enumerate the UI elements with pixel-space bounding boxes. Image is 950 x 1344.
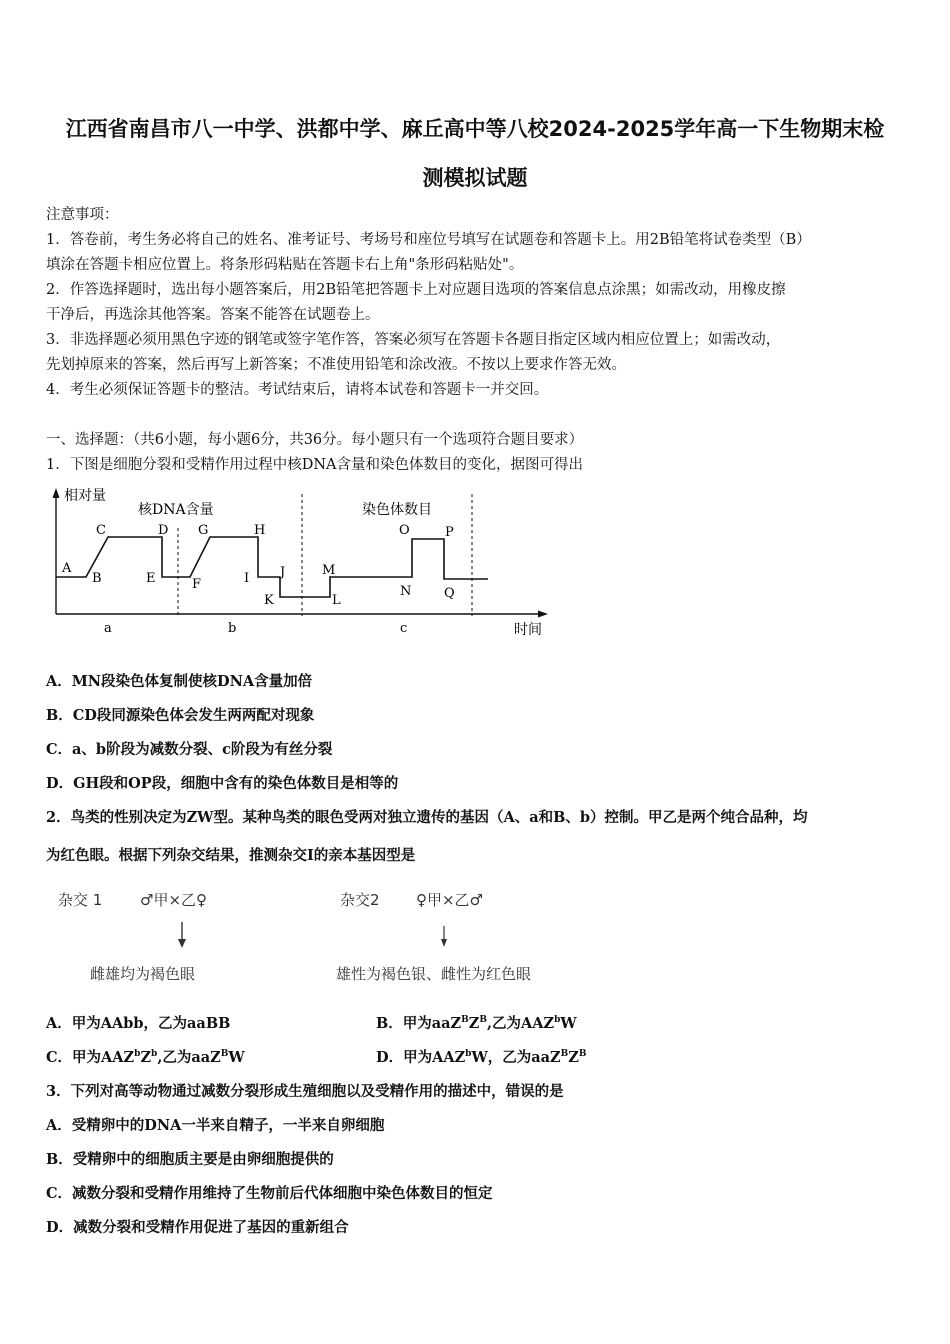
option: A．MN段染色体复制使核DNA含量加倍 (46, 673, 313, 690)
section-heading: 一、选择题：（共6小题，每小题6分，共36分。每小题只有一个选项符合题目要求） (46, 432, 584, 448)
cross1-result: 雌雄均为褐色眼 (90, 965, 196, 983)
point-label: M (322, 563, 336, 578)
point-label: J (280, 565, 286, 580)
option: B．甲为$aaZ^BZ^B$,乙为AAZ$^b$W (376, 1015, 577, 1032)
question-2-stem-line2: 为红色眼。根据下列杂交结果，推测杂交I的亲本基因型是 (46, 847, 416, 864)
option: D．减数分裂和受精作用促进了基因的重新组合 (46, 1219, 349, 1236)
stage-label: c (400, 621, 408, 636)
notice-line: 2．作答选择题时，选出每小题答案后，用2B铅笔把答题卡上对应题目选项的答案信息点涂黑；如需改动，用橡皮擦 (46, 282, 786, 298)
notice-line: 1．答卷前，考生务必将自己的姓名、准考证号、考场号和座位号填写在试题卷和答题卡上。用2B铅笔将试卷类型（B） (46, 232, 811, 248)
cross1-arrowhead (178, 939, 186, 948)
dna-chromosome-graph (40, 480, 560, 645)
question-1-stem: 1．下图是细胞分裂和受精作用过程中核DNA含量和染色体数目的变化，据图可得出 (46, 457, 584, 473)
x-axis-arrow (538, 611, 548, 618)
point-label: E (146, 571, 156, 586)
point-label: F (192, 577, 202, 592)
option: A．甲为AAbb，乙为aaBB (46, 1015, 231, 1032)
option: A．受精卵中的DNA一半来自精子，一半来自卵细胞 (46, 1117, 385, 1134)
stage-label: b (228, 621, 237, 636)
page-title-line2: 测模拟试题 (422, 166, 528, 190)
cross-diagram (50, 880, 590, 995)
point-label: P (445, 525, 454, 540)
point-label: Q (444, 586, 455, 601)
option: C．a、b阶段为减数分裂、c阶段为有丝分裂 (46, 741, 333, 758)
point-label: C (96, 523, 106, 538)
point-label: H (254, 523, 266, 538)
notice-line: 3．非选择题必须用黑色字迹的钢笔或签字笔作答，答案必须写在答题卡各题目指定区域内相应位置上；如需改动， (46, 332, 781, 348)
label-chrom: 染色体数目 (362, 502, 432, 518)
notice-heading: 注意事项： (46, 207, 119, 223)
x-axis-label: 时间 (514, 622, 542, 638)
y-axis-arrow (53, 488, 60, 498)
dna-chromosome-curve (56, 537, 488, 597)
option: D．GH段和OP段，细胞中含有的染色体数目是相等的 (46, 775, 399, 792)
cross2-parents: ♀甲×乙♂ (416, 891, 484, 909)
question-3-stem: 3．下列对高等动物通过减数分裂形成生殖细胞以及受精作用的描述中，错误的是 (46, 1083, 564, 1100)
cross2-name: 杂交2 (340, 891, 380, 909)
page-title: 江西省南昌市八一中学、洪都中学、麻丘高中等八校2024-2025学年高一下生物期末检 (65, 117, 885, 141)
point-label: A (62, 561, 72, 576)
point-label: B (92, 571, 102, 586)
label-dna: 核DNA含量 (138, 502, 214, 518)
notice-line: 填涂在答题卡相应位置上。将条形码粘贴在答题卡右上角"条形码粘贴处"。 (46, 257, 524, 273)
cross2-result: 雄性为褐色银、雌性为红色眼 (336, 965, 532, 983)
point-label: D (158, 523, 169, 538)
cross1-parents: ♂甲×乙♀ (140, 891, 208, 909)
option: C．减数分裂和受精作用维持了生物前后代体细胞中染色体数目的恒定 (46, 1185, 493, 1202)
stage-label: a (104, 621, 112, 636)
point-label: L (332, 593, 341, 608)
option: D．甲为AAZ$^b$W，乙为$aaZ^BZ^B$ (376, 1049, 587, 1066)
notice-line: 4．考生必须保证答题卡的整洁。考试结束后，请将本试卷和答题卡一并交回。 (46, 382, 549, 398)
notice-line: 干净后，再选涂其他答案。答案不能答在试题卷上。 (46, 307, 380, 323)
option: B．CD段同源染色体会发生两两配对现象 (46, 707, 315, 724)
option: C．甲为$AAZ^bZ^b$,乙为aaZ$^B$W (46, 1049, 245, 1066)
cross2-arrowhead (441, 939, 447, 947)
point-label: I (244, 571, 250, 586)
point-label: K (264, 593, 274, 608)
point-label: G (198, 523, 209, 538)
point-label: O (399, 523, 410, 538)
question-2-stem: 2．鸟类的性别决定为ZW型。某种鸟类的眼色受两对独立遗传的基因（A、a和B、b）控制。甲乙是两个纯合品种，均 (46, 809, 808, 826)
notice-line: 先划掉原来的答案，然后再写上新答案；不准使用铅笔和涂改液。不按以上要求作答无效。 (46, 357, 626, 373)
point-label: N (400, 584, 412, 599)
cross1-name: 杂交 1 (58, 891, 103, 909)
option: B．受精卵中的细胞质主要是由卵细胞提供的 (46, 1151, 334, 1168)
y-axis-label: 相对量 (64, 488, 106, 504)
